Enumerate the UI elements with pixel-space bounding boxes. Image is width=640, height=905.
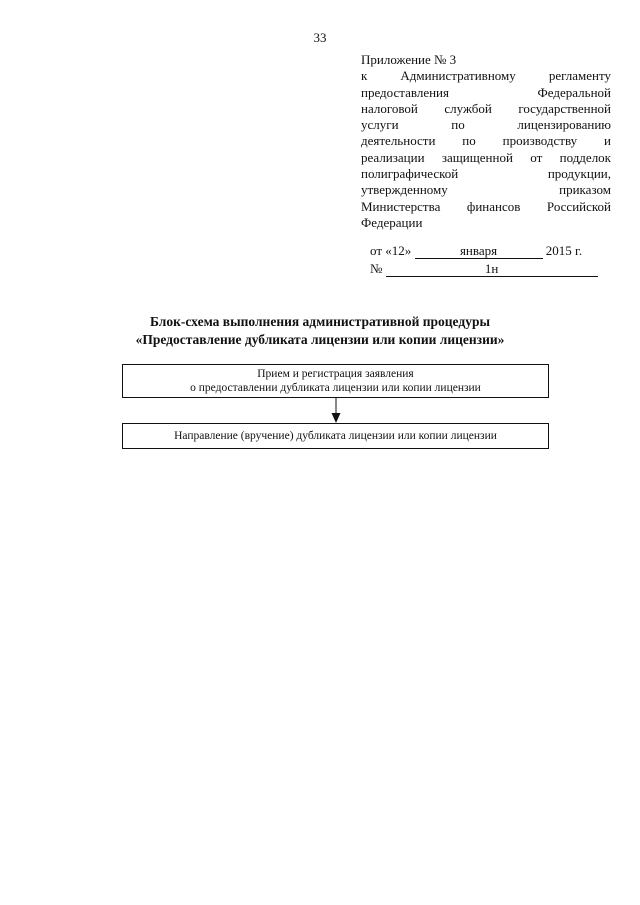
- flow-step-text: Прием и регистрация заявления: [257, 368, 414, 380]
- appendix-line: утвержденному приказом: [361, 182, 611, 198]
- appendix-line: полиграфической продукции,: [361, 166, 611, 182]
- appendix-header: [361, 52, 611, 231]
- appendix-last-line: Федерации: [361, 214, 423, 230]
- appendix-title: Приложение № 3: [361, 52, 457, 67]
- flow-step-text: о предоставлении дубликата лицензии или копии лицензии: [190, 382, 481, 394]
- date-year: 2015 г.: [545, 243, 583, 258]
- scheme-heading: [0, 313, 640, 349]
- appendix-line: услуги по лицензированию: [361, 117, 611, 133]
- appendix-line: реализации защищенной от подделок: [361, 149, 611, 165]
- date-prefix: от «12»: [370, 243, 412, 258]
- appendix-line: деятельности по производству и: [361, 133, 611, 149]
- appendix-line: Министерства финансов Российской: [361, 198, 611, 214]
- approval-date: [370, 243, 620, 259]
- flow-step-box: [122, 364, 549, 398]
- scheme-heading-line: Блок-схема выполнения административной процедуры: [150, 314, 490, 329]
- down-arrow-icon: [330, 398, 342, 423]
- appendix-line: к Административному регламенту: [361, 68, 611, 84]
- flow-step-text: Направление (вручение) дубликата лицензии или копии лицензии: [174, 430, 497, 442]
- appendix-line: предоставления Федеральной: [361, 84, 611, 100]
- order-number: 1н: [386, 262, 598, 277]
- approval-number: [370, 261, 620, 277]
- page-number: 33: [313, 30, 327, 45]
- flow-step-box: [122, 423, 549, 449]
- scheme-heading-line: «Предоставление дубликата лицензии или копии лицензии»: [135, 332, 505, 347]
- appendix-line: налоговой службой государственной: [361, 100, 611, 116]
- number-prefix: №: [370, 261, 383, 276]
- date-month: января: [415, 244, 543, 259]
